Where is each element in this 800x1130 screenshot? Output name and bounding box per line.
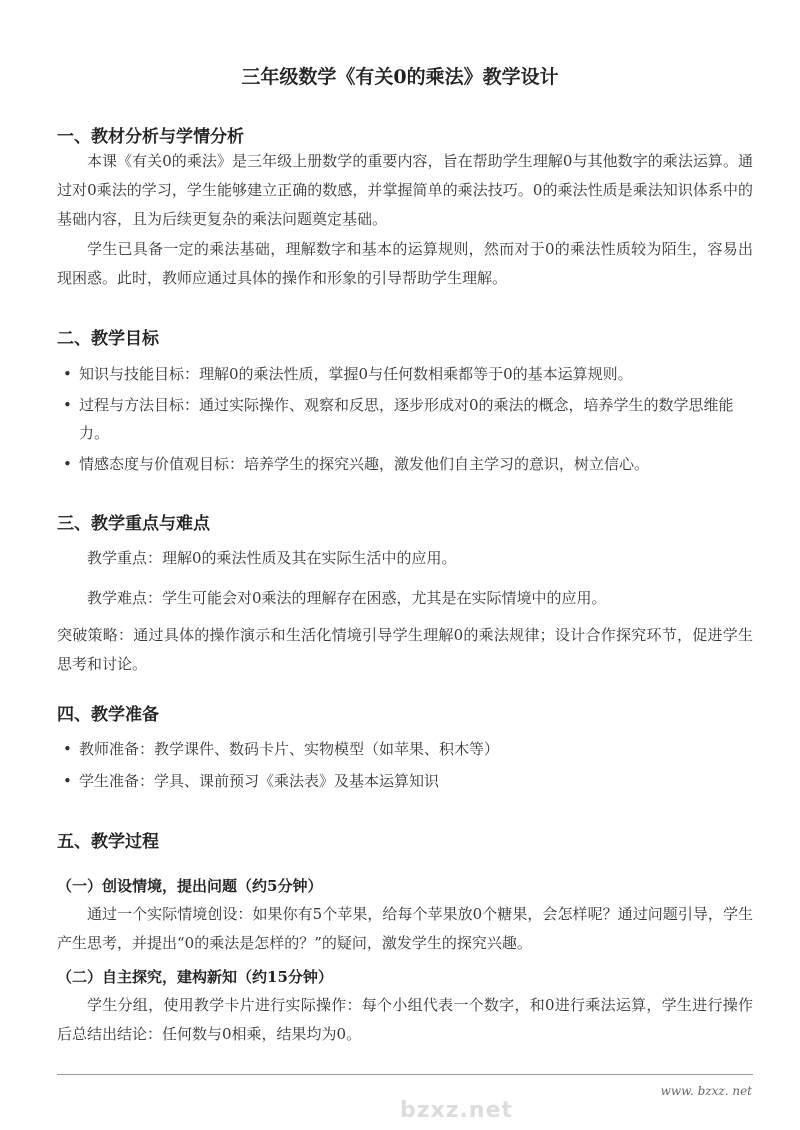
paragraph: 教学重点：理解0的乘法性质及其在实际生活中的应用。 <box>87 549 457 567</box>
paragraph: 本课《有关0的乘法》是三年级上册数学的重要内容，旨在帮助学生理解0与其他数字的乘法运算。通过对0乘法的学习，学生能够建立正确的数感，并掌握简单的乘法技巧。0的乘法性质是乘法知识体系中的基础内容，且为后续更复杂的乘法问题奠定基础。 <box>57 152 753 228</box>
footer-url: www. bzxz. net <box>660 1084 752 1098</box>
subsection-heading: （一）创设情境，提出问题（约5分钟） <box>57 877 323 895</box>
section-heading-5: 五、教学过程 <box>57 832 159 852</box>
section-heading-1: 一、教材分析与学情分析 <box>57 127 244 147</box>
section-heading-3: 三、教学重点与难点 <box>57 514 210 534</box>
paragraph: 学生已具备一定的乘法基础，理解数字和基本的运算规则，然而对于0的乘法性质较为陌生，容易出现困惑。此时，教师应通过具体的操作和形象的引导帮助学生理解。 <box>57 240 753 287</box>
paragraph: 突破策略：通过具体的操作演示和生活化情境引导学生理解0的乘法规律；设计合作探究环节，促进学生思考和讨论。 <box>57 626 753 673</box>
watermark: bzxz.net <box>400 1098 514 1123</box>
document-title: 三年级数学《有关0的乘法》教学设计 <box>241 66 559 88</box>
bullet-item: • 学生准备：学具、课前预习《乘法表》及基本运算知识 <box>57 767 753 795</box>
paragraph: 教学难点：学生可能会对0乘法的理解存在困惑，尤其是在实际情境中的应用。 <box>87 589 607 607</box>
section-heading-4: 四、教学准备 <box>57 705 159 725</box>
paragraph: 通过一个实际情境创设：如果你有5个苹果，给每个苹果放0个糖果，会怎样呢？通过问题引导，学生产生思考，并提出“0的乘法是怎样的？”的疑问，激发学生的探究兴趣。 <box>57 905 753 952</box>
bullet-item: • 知识与技能目标：理解0的乘法性质，掌握0与任何数相乘都等于0的基本运算规则。 <box>57 360 753 388</box>
paragraph: 学生分组，使用教学卡片进行实际操作：每个小组代表一个数字，和0进行乘法运算，学生进行操作后总结出结论：任何数与0相乘，结果均为0。 <box>57 996 753 1043</box>
footer-divider <box>57 1074 753 1075</box>
bullet-item: • 过程与方法目标：通过实际操作、观察和反思，逐步形成对0的乘法的概念，培养学生的数学思维能力。 <box>57 391 753 447</box>
bullet-item: • 情感态度与价值观目标：培养学生的探究兴趣，激发他们自主学习的意识，树立信心。 <box>57 450 753 478</box>
subsection-heading: （二）自主探究，建构新知（约15分钟） <box>57 968 333 986</box>
section-heading-2: 二、教学目标 <box>57 329 159 349</box>
bullet-item: • 教师准备：教学课件、数码卡片、实物模型（如苹果、积木等） <box>57 735 753 763</box>
